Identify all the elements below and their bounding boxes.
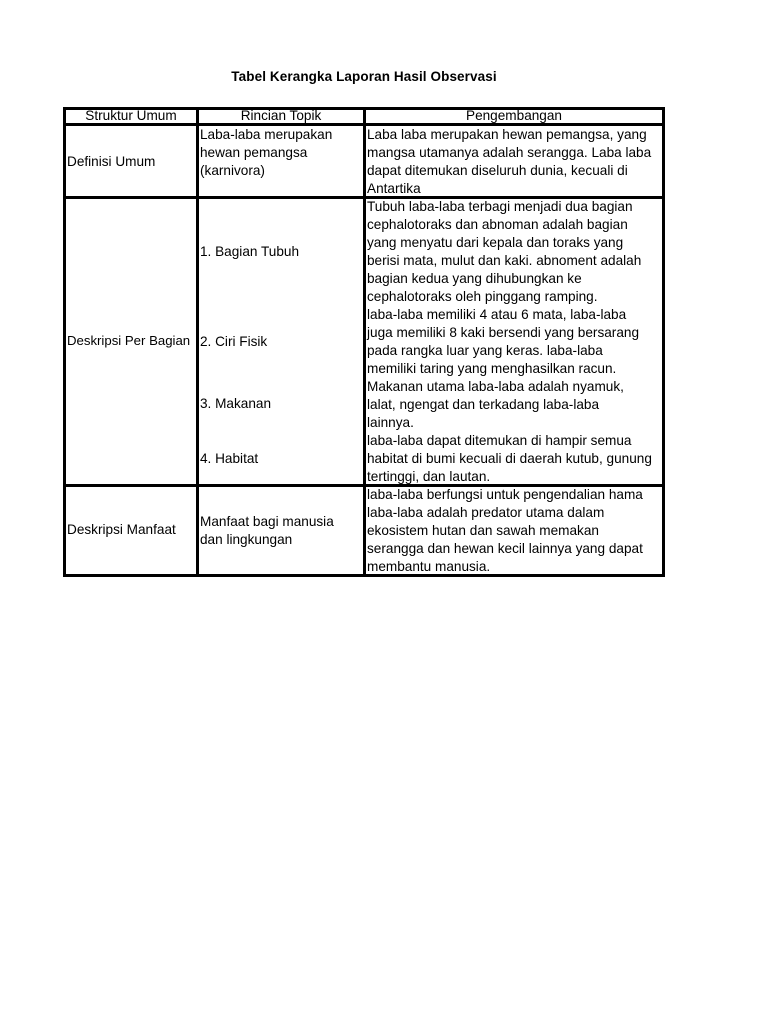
row-deskripsi-manfaat-struktur: Deskripsi Manfaat bbox=[67, 522, 176, 537]
pengembangan-line: lalat, ngengat dan terkadang laba-laba bbox=[367, 397, 600, 412]
rincian-line: (karnivora) bbox=[200, 163, 265, 178]
pengembangan-line: tertinggi, dan lautan. bbox=[367, 469, 491, 484]
document-title: Tabel Kerangka Laporan Hasil Observasi bbox=[231, 69, 497, 84]
header-rincian-topik: Rincian Topik bbox=[240, 108, 322, 123]
pengembangan-line: yang menyatu dari kepala dan toraks yang bbox=[367, 235, 624, 250]
pengembangan-line: lainnya. bbox=[367, 415, 414, 430]
rincian-item-habitat: 4. Habitat bbox=[200, 451, 259, 466]
pengembangan-line: bagian kedua yang dihubungkan ke bbox=[367, 271, 582, 286]
rincian-item-makanan: 3. Makanan bbox=[200, 396, 272, 411]
rincian-line: Laba-laba merupakan bbox=[200, 127, 333, 142]
pengembangan-line: Laba laba merupakan hewan pemangsa, yang bbox=[367, 127, 647, 142]
rincian-line: Manfaat bagi manusia bbox=[200, 514, 334, 529]
pengembangan-line: Antartika bbox=[367, 181, 421, 196]
pengembangan-line: dapat ditemukan diseluruh dunia, kecuali di bbox=[367, 163, 628, 178]
pengembangan-line: Tubuh laba-laba terbagi menjadi dua bagian bbox=[367, 199, 633, 214]
pengembangan-line: pada rangka luar yang keras. laba-laba bbox=[367, 343, 603, 358]
pengembangan-line: cephalotoraks oleh pinggang ramping. bbox=[367, 289, 598, 304]
pengembangan-line: laba-laba dapat ditemukan di hampir semua bbox=[367, 433, 632, 448]
pengembangan-line: laba-laba adalah predator utama dalam bbox=[367, 505, 605, 520]
pengembangan-line: habitat di bumi kecuali di daerah kutub, gunung bbox=[367, 451, 652, 466]
header-pengembangan: Pengembangan bbox=[466, 108, 562, 123]
pengembangan-line: berisi mata, mulut dan kaki. abnoment adalah bbox=[367, 253, 642, 268]
pengembangan-line: serangga dan hewan kecil lainnya yang dapat bbox=[367, 541, 643, 556]
pengembangan-line: laba-laba memiliki 4 atau 6 mata, laba-laba bbox=[367, 307, 627, 322]
pengembangan-line: Makanan utama laba-laba adalah nyamuk, bbox=[367, 379, 624, 394]
rincian-item-ciri-fisik: 2. Ciri Fisik bbox=[200, 334, 268, 349]
row-definisi-umum-struktur: Definisi Umum bbox=[67, 154, 156, 169]
rincian-line: dan lingkungan bbox=[200, 532, 293, 547]
pengembangan-line: membantu manusia. bbox=[367, 559, 491, 574]
column-divider-1 bbox=[196, 107, 199, 577]
column-divider-2 bbox=[363, 107, 366, 577]
pengembangan-line: laba-laba berfungsi untuk pengendalian hama bbox=[367, 487, 643, 502]
rincian-line: hewan pemangsa bbox=[200, 145, 308, 160]
pengembangan-line: juga memiliki 8 kaki bersendi yang bersarang bbox=[367, 325, 640, 340]
pengembangan-line: cephalotoraks dan abnoman adalah bagian bbox=[367, 217, 628, 232]
header-struktur-umum: Struktur Umum bbox=[85, 108, 177, 123]
pengembangan-line: memiliki taring yang menghasilkan racun. bbox=[367, 361, 617, 376]
rincian-item-bagian-tubuh: 1. Bagian Tubuh bbox=[200, 244, 300, 259]
pengembangan-line: mangsa utamanya adalah serangga. Laba laba bbox=[367, 145, 652, 160]
pengembangan-line: ekosistem hutan dan sawah memakan bbox=[367, 523, 599, 538]
row-deskripsi-per-bagian-struktur: Deskripsi Per Bagian bbox=[67, 333, 191, 348]
